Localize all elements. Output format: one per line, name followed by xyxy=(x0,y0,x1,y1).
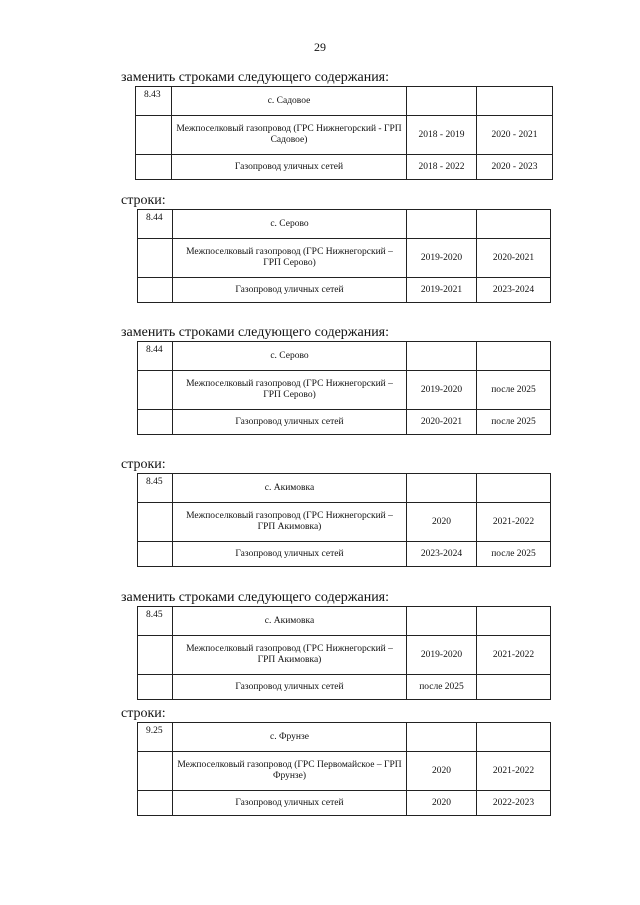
build-period: 2020 - 2023 xyxy=(477,155,553,180)
pipeline-name: Межпоселковый газопровод (ГРС Первомайское – ГРП Фрунзе) xyxy=(173,752,407,791)
block-heading: строки: xyxy=(121,457,166,472)
design-period: 2019-2020 xyxy=(407,636,477,675)
table-row xyxy=(138,278,551,303)
row-number: 8.43 xyxy=(136,87,172,116)
table-row xyxy=(138,474,551,503)
table-row xyxy=(138,675,551,700)
block-heading: заменить строками следующего содержания: xyxy=(121,590,390,605)
gas-table xyxy=(135,86,553,180)
gas-table xyxy=(137,209,551,303)
village-name: с. Серово xyxy=(173,342,407,371)
empty-cell xyxy=(477,723,551,752)
village-name: с. Садовое xyxy=(172,87,407,116)
empty-cell xyxy=(407,607,477,636)
build-period: 2021-2022 xyxy=(477,503,551,542)
row-number: 8.44 xyxy=(138,210,173,239)
page-number: 29 xyxy=(314,40,326,54)
design-period: 2019-2020 xyxy=(407,371,477,410)
empty-cell xyxy=(138,239,173,278)
street-network-name: Газопровод уличных сетей xyxy=(172,155,407,180)
row-number: 9.25 xyxy=(138,723,173,752)
build-period: после 2025 xyxy=(477,542,551,567)
empty-cell xyxy=(138,636,173,675)
design-period: 2023-2024 xyxy=(407,542,477,567)
empty-cell xyxy=(138,675,173,700)
design-period: 2020 xyxy=(407,791,477,816)
table-row xyxy=(136,116,553,155)
table-row xyxy=(138,607,551,636)
table-row xyxy=(138,239,551,278)
village-name: с. Серово xyxy=(173,210,407,239)
block-heading: заменить строками следующего содержания: xyxy=(121,70,390,85)
street-network-name: Газопровод уличных сетей xyxy=(173,410,407,435)
block-heading: заменить строками следующего содержания: xyxy=(121,325,390,340)
row-number: 8.45 xyxy=(138,607,173,636)
village-name: с. Акимовка xyxy=(173,607,407,636)
design-period: 2019-2020 xyxy=(407,239,477,278)
empty-cell xyxy=(477,342,551,371)
table-row xyxy=(138,410,551,435)
build-period: после 2025 xyxy=(477,371,551,410)
design-period: 2018 - 2019 xyxy=(407,116,477,155)
empty-cell xyxy=(136,155,172,180)
table-row xyxy=(136,87,553,116)
design-period: 2020 xyxy=(407,752,477,791)
pipeline-name: Межпоселковый газопровод (ГРС Нижнегорский - ГРП Садовое) xyxy=(172,116,407,155)
table-row xyxy=(138,791,551,816)
design-period: 2019-2021 xyxy=(407,278,477,303)
build-period: 2020-2021 xyxy=(477,239,551,278)
build-period: 2022-2023 xyxy=(477,791,551,816)
table-row xyxy=(138,723,551,752)
table-row xyxy=(138,636,551,675)
table-row xyxy=(138,752,551,791)
empty-cell xyxy=(407,474,477,503)
empty-cell xyxy=(477,210,551,239)
build-period: 2020 - 2021 xyxy=(477,116,553,155)
build-period: 2023-2024 xyxy=(477,278,551,303)
street-network-name: Газопровод уличных сетей xyxy=(173,542,407,567)
village-name: с. Фрунзе xyxy=(173,723,407,752)
street-network-name: Газопровод уличных сетей xyxy=(173,278,407,303)
gas-table xyxy=(137,473,551,567)
empty-cell xyxy=(138,371,173,410)
design-period: 2018 - 2022 xyxy=(407,155,477,180)
row-number: 8.45 xyxy=(138,474,173,503)
empty-cell xyxy=(138,278,173,303)
empty-cell xyxy=(407,723,477,752)
empty-cell xyxy=(407,342,477,371)
pipeline-name: Межпоселковый газопровод (ГРС Нижнегорский – ГРП Серово) xyxy=(173,371,407,410)
empty-cell xyxy=(136,116,172,155)
table-row xyxy=(136,155,553,180)
empty-cell xyxy=(477,87,553,116)
gas-table xyxy=(137,606,551,700)
empty-cell xyxy=(407,87,477,116)
empty-cell xyxy=(138,752,173,791)
build-period: 2021-2022 xyxy=(477,636,551,675)
table-row xyxy=(138,342,551,371)
empty-cell xyxy=(138,791,173,816)
build-period: 2021-2022 xyxy=(477,752,551,791)
row-number: 8.44 xyxy=(138,342,173,371)
table-row xyxy=(138,210,551,239)
empty-cell xyxy=(477,474,551,503)
design-period: 2020-2021 xyxy=(407,410,477,435)
pipeline-name: Межпоселковый газопровод (ГРС Нижнегорский – ГРП Акимовка) xyxy=(173,503,407,542)
build-period xyxy=(477,675,551,700)
pipeline-name: Межпоселковый газопровод (ГРС Нижнегорский – ГРП Акимовка) xyxy=(173,636,407,675)
block-heading: строки: xyxy=(121,193,166,208)
empty-cell xyxy=(407,210,477,239)
empty-cell xyxy=(138,542,173,567)
empty-cell xyxy=(138,503,173,542)
build-period: после 2025 xyxy=(477,410,551,435)
empty-cell xyxy=(477,607,551,636)
table-row xyxy=(138,503,551,542)
design-period: 2020 xyxy=(407,503,477,542)
block-heading: строки: xyxy=(121,706,166,721)
village-name: с. Акимовка xyxy=(173,474,407,503)
street-network-name: Газопровод уличных сетей xyxy=(173,675,407,700)
table-row xyxy=(138,542,551,567)
pipeline-name: Межпоселковый газопровод (ГРС Нижнегорский – ГРП Серово) xyxy=(173,239,407,278)
gas-table xyxy=(137,341,551,435)
table-row xyxy=(138,371,551,410)
empty-cell xyxy=(138,410,173,435)
street-network-name: Газопровод уличных сетей xyxy=(173,791,407,816)
gas-table xyxy=(137,722,551,816)
design-period: после 2025 xyxy=(407,675,477,700)
